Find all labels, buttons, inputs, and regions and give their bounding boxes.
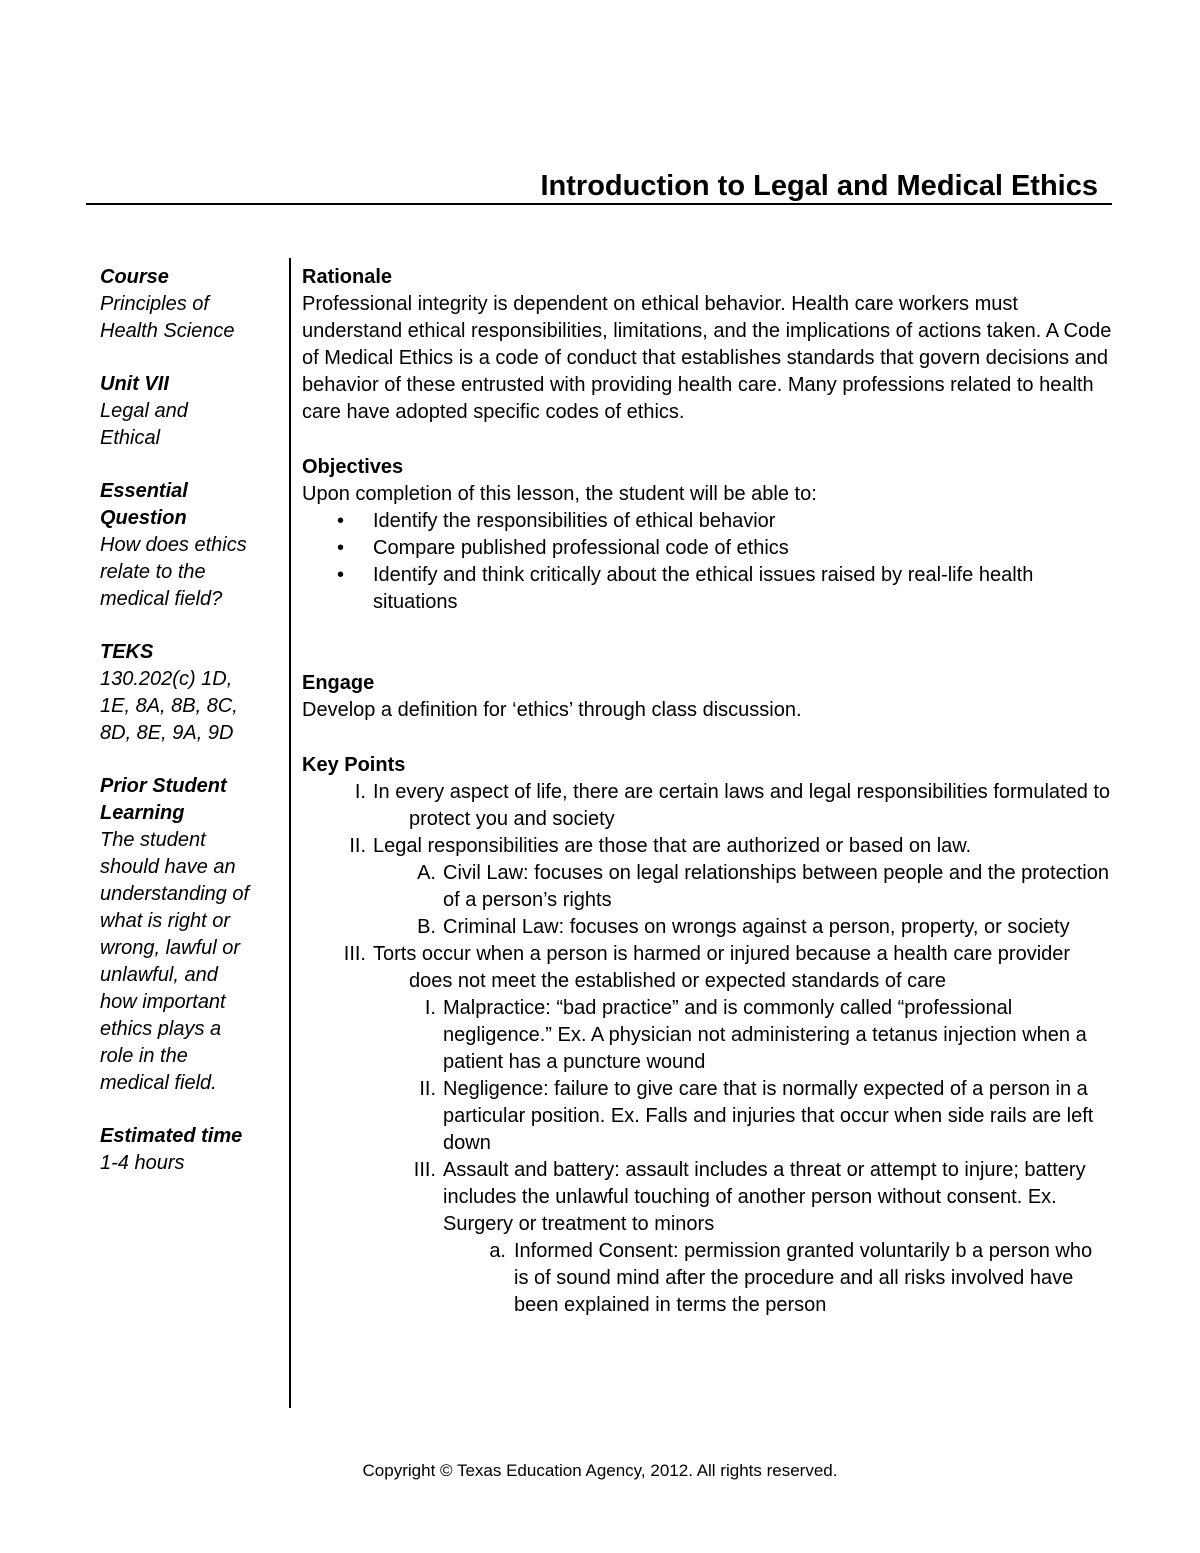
objective-item: • Identify and think critically about the ethical issues raised by real-life health situations xyxy=(302,562,1112,616)
sidebar-value-line: wrong, lawful or xyxy=(100,937,241,959)
outline-subsubitem xyxy=(302,1238,1112,1319)
sidebar-prior-learning xyxy=(100,773,282,1097)
lesson-sidebar xyxy=(100,264,282,1203)
sidebar-value-line: 8D, 8E, 9A, 9D xyxy=(100,722,234,744)
outline-item xyxy=(302,941,1112,995)
title-rule xyxy=(86,203,1112,205)
outline-text: Civil Law: focuses on legal relationships between people and the protection of a person’s rights xyxy=(443,862,1109,911)
column-divider xyxy=(289,258,291,1408)
outline-subitem xyxy=(302,1157,1112,1238)
outline-number: I. xyxy=(424,997,436,1019)
sidebar-label: Estimated time xyxy=(100,1125,243,1147)
sidebar-label: Course xyxy=(100,266,169,288)
outline-number: III. xyxy=(413,1159,436,1181)
sidebar-value-line: role in the xyxy=(100,1045,188,1067)
sidebar-value-line: Ethical xyxy=(100,427,161,449)
sidebar-value-line: how important xyxy=(100,991,226,1013)
objective-item: • Identify the responsibilities of ethical behavior xyxy=(302,508,1112,535)
sidebar-value-line: Principles of xyxy=(100,293,209,315)
document-title: Introduction to Legal and Medical Ethics xyxy=(540,170,1098,202)
outline-subitem xyxy=(302,914,1112,941)
outline-subitem xyxy=(302,1076,1112,1157)
key-points-heading: Key Points xyxy=(302,754,406,776)
sidebar-value-line: 130.202(c) 1D, xyxy=(100,668,233,690)
sidebar-value-line: The student xyxy=(100,829,206,851)
sidebar-value-line: relate to the xyxy=(100,561,206,583)
outline-text: Assault and battery: assault includes a threat or attempt to injure; battery includes the unlawful touching of another person without consent. Ex. Surgery or treatment to minors xyxy=(443,1159,1086,1235)
sidebar-value-line: what is right or xyxy=(100,910,231,932)
outline-item xyxy=(302,779,1112,833)
sidebar-unit xyxy=(100,371,282,452)
sidebar-label: TEKS xyxy=(100,641,154,663)
sidebar-value-line: understanding of xyxy=(100,883,250,905)
sidebar-value-line: Legal and xyxy=(100,400,188,422)
outline-number: II. xyxy=(349,835,366,857)
sidebar-value-line: How does ethics xyxy=(100,534,247,556)
outline-item xyxy=(302,833,1112,860)
outline-subitem xyxy=(302,860,1112,914)
outline-text: In every aspect of life, there are certain laws and legal responsibilities formulated to protect you and society xyxy=(373,781,1111,830)
outline-text: Legal responsibilities are those that are authorized or based on law. xyxy=(373,835,972,857)
engage-text: Develop a definition for ‘ethics’ through class discussion. xyxy=(302,699,802,721)
objective-item: • Compare published professional code of ethics xyxy=(302,535,1112,562)
sidebar-estimated-time xyxy=(100,1123,282,1177)
lesson-content xyxy=(302,264,1112,1319)
sidebar-essential-question xyxy=(100,478,282,613)
outline-number: B. xyxy=(417,916,436,938)
sidebar-value-line: medical field? xyxy=(100,588,223,610)
sidebar-teks xyxy=(100,639,282,747)
sidebar-label: Essential Question xyxy=(100,480,188,529)
sidebar-value-line: 1-4 hours xyxy=(100,1152,185,1174)
outline-subitem xyxy=(302,995,1112,1076)
sidebar-course xyxy=(100,264,282,345)
outline-number: III. xyxy=(343,943,366,965)
objectives-list xyxy=(302,508,1112,616)
outline-text: Criminal Law: focuses on wrongs against a person, property, or society xyxy=(443,916,1070,938)
outline-number: a. xyxy=(489,1240,506,1262)
sidebar-label: Prior Student Learning xyxy=(100,775,227,824)
objectives-heading: Objectives xyxy=(302,456,404,478)
outline-text: Torts occur when a person is harmed or injured because a health care provider does not meet the established or expected standards of care xyxy=(373,943,1071,992)
sidebar-value-line: ethics plays a xyxy=(100,1018,222,1040)
sidebar-value-line: 1E, 8A, 8B, 8C, xyxy=(100,695,238,717)
sidebar-value-line: unlawful, and xyxy=(100,964,218,986)
outline-text: Malpractice: “bad practice” and is commonly called “professional negligence.” Ex. A physician not administering a tetanus injection when a patient has a puncture wound xyxy=(443,997,1087,1073)
rationale-text: Professional integrity is dependent on ethical behavior. Health care workers must understand ethical responsibilities, limitations, and the implications of actions taken. A Code of Medical Ethics is a code of conduct that establishes standards that govern decisions and behavior of these entrusted with providing health care. Many professions related to health care have adopted specific codes of ethics. xyxy=(302,293,1112,423)
objectives-intro: Upon completion of this lesson, the student will be able to: xyxy=(302,483,817,505)
outline-text: Negligence: failure to give care that is normally expected of a person in a particular position. Ex. Falls and injuries that occur when side rails are left down xyxy=(443,1078,1094,1154)
outline-text: Informed Consent: permission granted voluntarily b a person who is of sound mind after the procedure and all risks involved have been explained in terms the person xyxy=(514,1240,1093,1316)
key-points-outline xyxy=(302,779,1112,1319)
engage-heading: Engage xyxy=(302,672,375,694)
sidebar-value-line: medical field. xyxy=(100,1072,217,1094)
sidebar-value-line: Health Science xyxy=(100,320,235,342)
sidebar-value-line: should have an xyxy=(100,856,236,878)
outline-number: II. xyxy=(419,1078,436,1100)
outline-number: A. xyxy=(417,862,436,884)
copyright-footer: Copyright © Texas Education Agency, 2012. All rights reserved. xyxy=(362,1461,838,1480)
rationale-heading: Rationale xyxy=(302,266,393,288)
sidebar-label: Unit VII xyxy=(100,373,169,395)
outline-number: I. xyxy=(354,781,366,803)
